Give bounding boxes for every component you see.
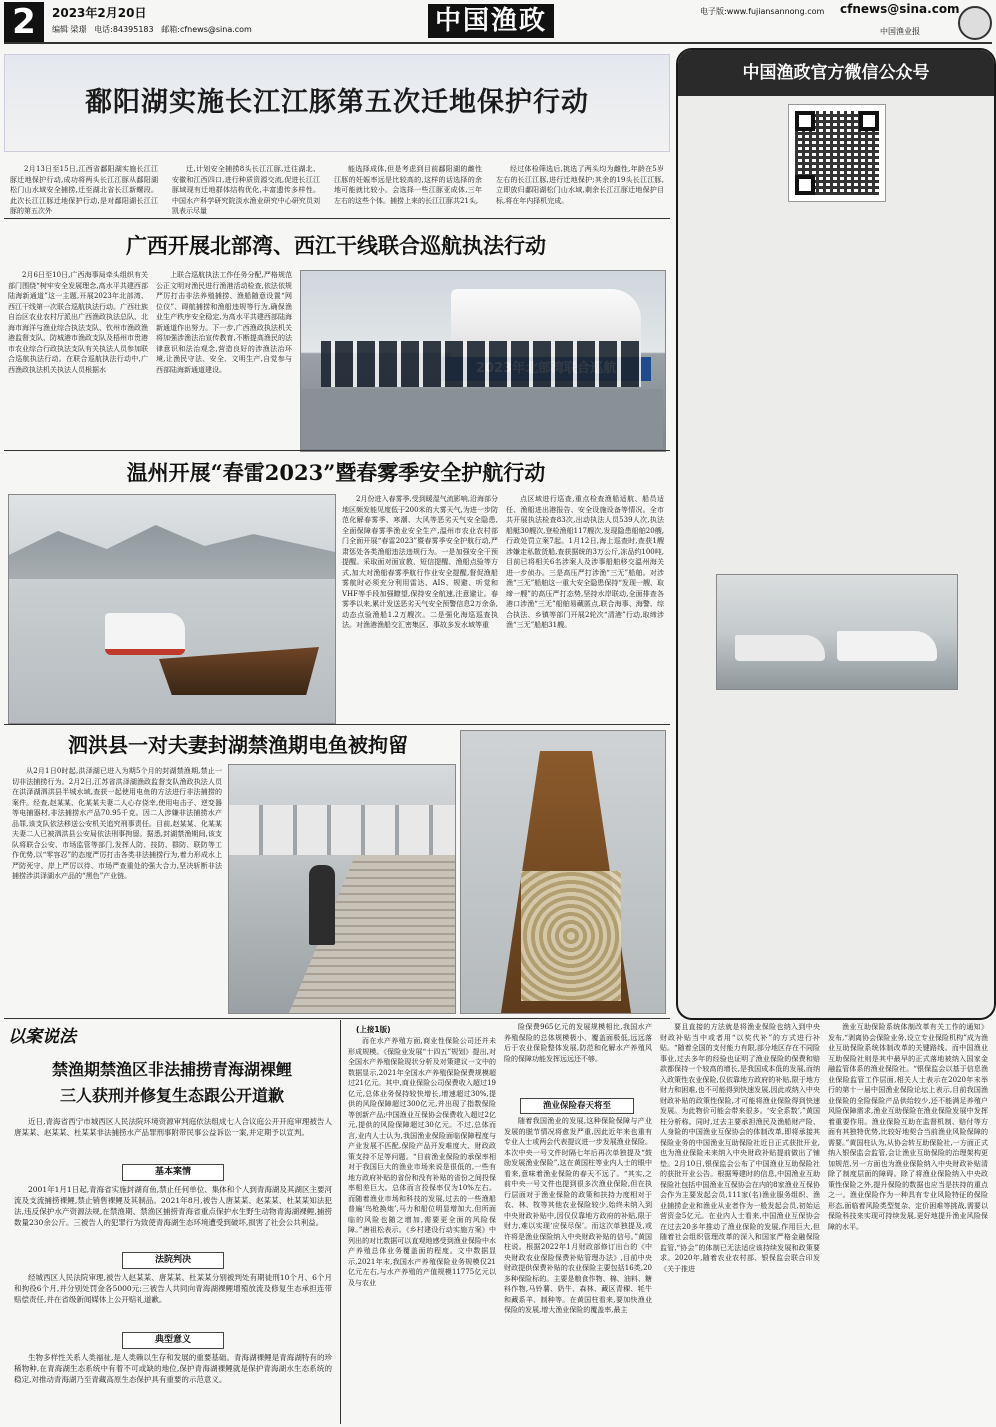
divider: [4, 218, 670, 219]
column-4: [828, 1022, 988, 1424]
subhead-verdict: 法院判决: [122, 1252, 224, 1269]
body-facts: [14, 1184, 332, 1250]
masthead-logo: [428, 4, 554, 38]
article-wenzhou: [4, 452, 668, 724]
vertical-divider: [340, 1020, 341, 1424]
divider: [4, 724, 670, 725]
paragraph: 险保费965亿元的发展规模相比,我国水产养殖保险的总体规模极小、覆盖面极低,远远落后于农业保险整体发展,防范和化解水产养殖风险的保障功能发挥远远还不够。: [504, 1023, 652, 1063]
headline-line2: 三人获刑并修复生态跟公开道歉: [59, 1086, 284, 1105]
editor-phone: 电话:84395183: [94, 25, 154, 34]
person-figure: [309, 865, 335, 945]
paper-name: 中国渔业报: [880, 27, 920, 36]
side-article-weifang: [678, 700, 994, 1014]
headline: 泗洪县一对夫妻封湖禁渔期电鱼被拘留: [68, 733, 408, 757]
article-qinghai-case: [4, 1020, 340, 1424]
paragraph: 从2月1日0时起,洪泽湖已进入为期5个月的封湖禁渔期,禁止一切非法捕捞行为。2月2日,江苏省洪泽湖渔政监督支队渔政执法人员在洪泽湖泗洪县半城水域,查获一起使用电鱼的方法进行非法捕捞的案件。经查,赵某某、化某某夫妻二人心存侥幸,使用电击子、逆变器等电捕器材,非法捕捞水产品70.95千克。因二人涉嫌非法捕捞水产品罪,该支队依法移送公安机关追究刑事责任。目前,赵某某、化某某夫妻二人已被泗洪县公安局依法刑事拘留。据悉,封湖禁渔期间,该支队将联合公安、市场监管等部门,发挥人防、技防、群防、联防等工作优势,以“零容忍”的态度严厉打击各类非法捕捞行为,着力形成水上严防死守、岸上严厉以待、市场严查重处的强大合力,坚决斩断非法捕捞涉洪泽湖水产品的“黑色”产业链。: [12, 767, 222, 880]
sidebar: [676, 48, 996, 1020]
continued-tag: (上接1版): [356, 1025, 391, 1034]
paragraph: 渔业互助保险系统体制改革有关工作的通知》发布,“剥离协会保险业务,设立专业保险机构”成为渔业互助保险系统体制改革的关键路线。而中国渔业互助保险社则是其中最早的正式落地被纳入国家金融监管体系的渔业保险社。“银保监会以基于信息渔业保险监管工作层面,相关人士表示在2020年末举行的第十一届中国渔业保险论坛上表示,目前我国渔业保险的全险保险产品供给较少,还不能满足养殖户风险保障需求,渔业互助保险在渔业保险发展中发挥着重要作用。渔业保险互助在监督机制、赔付等方面有其独特优势,比较好地契合当前渔业风险保障的需要。”黄国柱认为,从协会转互助保险社,一方面正式纳入银保监会监管,会让渔业互助保险的治理架构更加规范,另一方面也为渔业保险纳入中央财政补贴清除了制度层面的障碍。除了将渔业保险纳入中央政策性保险之外,提升保险的数据也应当是扶持的重点之一。渔业保险作为一种具有专业风险特征的保险形态,面临着风险类型复杂、定价困难等挑战,需要以保险科技来实现可持续发展,更好地提升渔业风险保障的水平。: [828, 1023, 988, 1231]
wechat-banner: [678, 50, 994, 96]
side-article-luoma: [678, 214, 994, 694]
hills: [9, 519, 335, 579]
column-1: [8, 270, 148, 456]
article-title: [4, 54, 670, 152]
page-number: 2: [4, 2, 44, 42]
photo-fisherman-pier: [228, 764, 456, 1014]
photo-fishing-boats: [8, 494, 336, 724]
qr-corner: [859, 111, 879, 131]
e-edition: 电子版:www.fujiansannong.com: [700, 7, 825, 16]
body-verdict: [14, 1272, 332, 1328]
paragraph: 2001年1月1日起,青海省实施封湖育鱼,禁止任何单位、集体和个人到青海湖及其湖区主要河流及支流捕捞裸鲤,禁止销售裸鲤及其制品。2021年8月,被告人唐某某、赵某某、杜某某知法犯法,违反保护水产资源法规,在禁渔期、禁渔区捕捞青海省重点保护水生野生动物青海湖裸鲤,捕捞数量230余公斤。三被告人的犯罪行为致使青海湖生态环境遭受到破坏,损害了社会公共利益。: [14, 1185, 332, 1227]
column-1: [348, 1036, 496, 1424]
column-2: [506, 494, 664, 722]
intro: [14, 1116, 332, 1162]
column-1: [342, 494, 498, 722]
divider: [4, 450, 670, 451]
photo-speedboats: [716, 574, 958, 690]
qr-corner: [795, 175, 815, 195]
headline: 温州开展“春雷2023”暨春雾季安全护航行动: [126, 460, 546, 485]
column-3: [660, 1022, 820, 1424]
editor-info: [52, 24, 252, 35]
wechat-title: 中国渔政官方微信公众号: [742, 63, 930, 83]
paragraph: 经过体检筛选后,挑选了两头均为雌性,年龄在5岁左右的长江江豚,进行迁地保护;其余的19头长江江豚,立即放归鄱阳湖松门山水域,剩余长江江豚迁地保护目标,将在年内择机完成。: [496, 165, 664, 205]
speedboat: [735, 635, 825, 661]
subhead-basic-facts: 基本案情: [122, 1164, 224, 1181]
column-tag: 以案说法: [8, 1027, 76, 1047]
paragraph: 而在水产养殖方面,商业性保险公司还并未形成规模。《保险业发展“十四五”规划》提出,对全国水产养殖保险现状分析及对策建议一文中的数据显示,2021年全国水产养殖保险保费规模超过21亿元。其中,商业保险公司保费收入超过19亿元,总体业务保持较快增长,增速超过30%,提供的风险保障超过300亿元,并出现了指数保险等创新产品;中国渔业互保协会保费收入超过2亿元,提供的风险保障超过30亿元。不过,总体而言,业内人士认为,我国渔业保险面临保障程度与产业发展不匹配,保险产品开发难度大、财政政策支持不足等问题。“目前渔业保险的承保率相对于我国巨大的渔业市场来说是很低的,一些有地方政府补贴的省份和没有补贴的省份之间投保率相差巨大。总体而言投保率仅为10%左右。而随着渔业市场和科技的发展,过去的一些渔船普遍‘鸟枪换炮’,马力和船位明显增加大,但所面临的风险也随之增加,需要更全面的风险保障。”唐祖松表示。《乡村建设行动实施方案》中列出的对比数据可以直观地感受到渔业保险中水产养殖总体业务覆盖面的程度。文中数据显示,2021年末,我国水产养殖保险业务规模仅21亿元左右,与水产养殖的产值规模11775亿元以及与农业: [348, 1037, 496, 1287]
paragraph: 2月6日至10日,广西海事局牵头组织有关部门围绕“树牢安全发展理念,高水平共建西部陆海新通道”这一主题,开展2023年北部湾、西江干线第一次联合巡航执法行动。广西壮族自治区农业农村厅派出广西渔政执法总队、北海市海洋与渔业综合执法支队、钦州市渔政渔港监督支队、防城港市渔政支队及梧州市贵港市农业综合行政执法支队有关执法人员参加联合巡航执法行动。在联合巡航执法行动中,广西渔政执法机关执法人员根据水: [8, 271, 148, 374]
article-sihong: [4, 726, 668, 1016]
divider: [4, 1018, 670, 1019]
wechat-qr-code[interactable]: [788, 104, 886, 202]
masthead-title: 中国渔政: [434, 6, 547, 36]
paragraph: 能选择成体,但是考虑到目前鄱阳湖的雌性江豚的妊娠率远是比较高的,这样的话选择的余地可能就比较小。会选择一些江豚亚成体,三年左右的这些个体。捕捞上来的长江江豚共21头,: [334, 165, 482, 205]
speedboat: [837, 631, 937, 661]
article-guangxi: [4, 222, 668, 456]
column-2: [156, 270, 292, 456]
header-rule: [4, 42, 992, 44]
paragraph: 近日,青海省西宁市城西区人民法院环境资源审判庭依法组成七人合议庭公开开庭审理被告人唐某某、赵某某、杜某某非法捕捞水产品罪刑事附带民事公益诉讼一案,并定期予以宣判。: [14, 1117, 332, 1137]
officers-row: [321, 341, 641, 387]
page-header: [0, 0, 996, 44]
column-2a: [504, 1022, 652, 1094]
paragraph: 生物多样性关系人类福祉,是人类赖以生存和发展的重要基础。青海湖裸鲤是青海湖特有的珍稀物种,在青海湖生态系统中有着不可或缺的地位,保护青海湖裸鲤就是保护青海湖水生态系统的稳定,对推动青海湖乃至青藏高原生态保护具有重要的示范意义。: [14, 1353, 332, 1384]
paragraph: 随着我国渔业的发展,这种保险保障与产业发展的脱节情况将愈发严重,因此近年来也重有专业人士或两会代表提议进一步发展渔业保险。本次中央一号文件时隔七年后再次单独提及“鼓励发展渔业保险”,这在黄国柱等业内人士的眼中看来,意味着渔业保险的春天不远了。“其实,之前中央一号文件也提到很多次渔业保险,但在执行层面对于渔业保险的政策和扶持力度相对于农、林、牧等其他农业保险较少,始终未纳入到中央财政补贴中,因仅仅靠地方政府的补贴,限于财力,难以实现‘应保尽保’。而这次单独提及,或许将是渔业保险纳入中央财政补贴的信号。”黄国柱说。根据2022年1月财政部修订出台的《中央财政农业保险保费补贴管理办法》,目前中央财政提供保费补贴的农业保险主要包括16类,20多种保险标的。主要是粮食作物、棉、油料、糖料作物,马铃薯、奶牛、森林、藏区青稞、牦牛和藏系羊、制种等。在黄国柱看来,要加快渔业保险的发展,增大渔业保险的覆盖率,最主: [504, 1117, 652, 1314]
paragraph: 上联合巡航执法工作任务分配,严格规范公正文明对渔民进行渔港活动检查,依法依规严厉打击非法养殖捕捞、渔船随意设置“网位仪”、碍航捕捞和渔船违规等行为,确保渔业生产秩序安全稳定,为高水平共建西部陆海新通道作出努力。下一步,广西渔政执法机关将加强涉渔法治宣传教育,不断提高渔民的法律意识和法治观念,营造良好的涉渔法治环境,让渔民守法、安全、文明生产,自觉参与西部陆海新通道建设。: [156, 271, 292, 374]
paragraph: 经城西区人民法院审理,被告人赵某某、唐某某、杜某某分别被判处有期徒刑10个月、6个月和拘役6个月,并分别处罚金各5000元;三被告人共同向青海湖裸鲤增殖放流及修复生态承担连带赔偿责任,并在省级新闻媒体上公开赔礼道歉。: [14, 1273, 332, 1304]
boats-row: [229, 805, 455, 855]
qr-corner: [795, 111, 815, 131]
headline: 鄱阳湖实施长江江豚第五次迁地保护行动: [85, 87, 589, 118]
body: [688, 278, 984, 568]
body: [688, 764, 984, 1008]
article-poyang: [4, 48, 668, 218]
article-fishery-insurance: [344, 1022, 994, 1424]
photo-patrol-team: [300, 270, 666, 452]
paragraph: 迁,计划安全捕捞8头长江江豚,迁往湖北、安徽和江西四口,进行种质资源交流,促进长江江豚域现有迁地群体结构优化,丰富遗传多样性。中国水产科学研究院淡水渔业研究中心研究员刘凯表示尽量: [172, 165, 320, 215]
paragraph: 点区域进行巡查,重点检查渔船适航、船员适任、渔船进出港报告、安全设施设备等情况。全市共开展执法检查83次,出动执法人员539人次,执法船艇30艘次,登检渔船117艘次,发现隐患船舶20艘,行政处罚立案7起。1月12日,海上巡查时,查获1艘涉嫌走私散货船,查获据统的3万公斤,冻品约100吨,目前已将相关6名涉案人及涉事船舶移交温州海关进一步侦办。三是高压严打涉渔“三无”船舶。对涉渔“三无”船舶这一重大安全隐患保持“发现一艘、取缔一艘”的高压严打态势,坚持水岸联动,全面排查各港口涉渔“三无”船舶易藏匿点,联合海事、海警、综合执法、乡镇等部门开展2轮次“清港”行动,取缔涉渔“三无”船舶31艘。: [506, 495, 664, 629]
issue-date: 2023年2月20日: [52, 6, 147, 20]
photo-catch-boat: [460, 730, 666, 1014]
paragraph: 要且直接的方法就是将渔业保险也纳入到中央财政补贴当中或者用“以奖代补”的方式进行补贴。“随着全国的支付能力有限,部分地区存在不同险事业,过去多年的经验也证明了渔业保险的保费和赔款都保持一个较高的增长,是我国成本低的发展,而纳入政策性农业保险,仅依靠地方政府的补贴,限于地方财力和困难,也不可能得到快速发展,因此或纳入中央财政补贴的政策性保险,才可能将渔业保险得到快速发展。为此物价可能会带来很多。‘安全系数’,”黄国柱分析称。同时,过去主要承担渔民及渔船财产险、人身险的中国渔业互保协会的体制改革,即将承接其保险业务的中国渔业互助保险社近日正式获批开业,也为渔业保险未来纳入中央财政补贴提前做出了铺垫。2月10日,银保监会公布了中国渔业互助保险社的获批开业公告。根据筹建时的信息,中国渔业互助保险社包括中国渔业互保协会在内的8家渔业互保协会作为主要发起会员,111家(名)渔业服务组织、渔业捕捞企业和渔业从业者作为一般发起会员,初始运营资金5亿元。在业内人士看来,中国渔业互保协会在过去20多年推动了渔业保险的发展,作用巨大,但随着社会组织管理改革的深入和国家严格金融保险监管,“协会”的体制已无法适应该持续发展和政策要求。2020年,随着农业农村部、银保监会联合印发《关于推进: [660, 1023, 820, 1273]
patrol-boat: [105, 613, 185, 655]
pier: [301, 389, 663, 449]
column-2b: [504, 1116, 652, 1424]
headline-line1: 禁渔期禁渔区非法捕捞青海湖裸鲤: [51, 1060, 292, 1079]
headline: 广西开展北部湾、西江干线联合巡航执法行动: [126, 233, 546, 258]
fish-pile: [521, 871, 621, 1001]
paragraph: 2月份进入春雾季,受到暖湿气流影响,沿海部分地区频发能见度低于200米的大雾天气,为进一步防范化解春雾季、寒潮、大风等恶劣天气安全隐患,全面保障春雾季渔业安全生产,温州市农业农村部门全面开展“春雷2023”暨春雾季安全护航行动,严肃惩处各类渔船违法违规行为。一是加强安全干预提醒。采取面对面宣教、短信提醒、渔船点验等方式,加大对渔船春雾季航行作业安全提醒,督促渔船雾航时必须充分利用雷达、AIS、规避、听觉和VHF等手段加强瞭望,保持安全航速,注意避让。春雾季以来,累计发送恶劣天气安全预警信息2万余条,动态点验渔船1.2万艘次。二是强化海巡巡查执法。对渔港渔船交汇密集区、事故多发水域等重: [342, 495, 498, 629]
subhead-spring: 渔业保险春天将至: [520, 1098, 634, 1114]
paper-seal-icon: [958, 6, 992, 40]
editor-name: 编辑 梁璟: [52, 25, 87, 34]
paragraph: 2月13日至15日,江西省鄱阳湖实施长江江豚迁地保护行动,成功将两头长江江豚从鄱阳湖松门山水域安全捕捞,迁至湖北省长江新螺段。此次长江江豚迁地保护行动,是对鄱阳湖长江江豚的第五次外: [10, 165, 158, 215]
body-significance: [14, 1352, 332, 1420]
site-email: cfnews@sina.com: [840, 2, 960, 16]
editor-email: 邮箱:cfnews@sina.com: [161, 25, 252, 34]
subhead-significance: 典型意义: [122, 1332, 224, 1349]
column-1: [12, 766, 222, 1012]
